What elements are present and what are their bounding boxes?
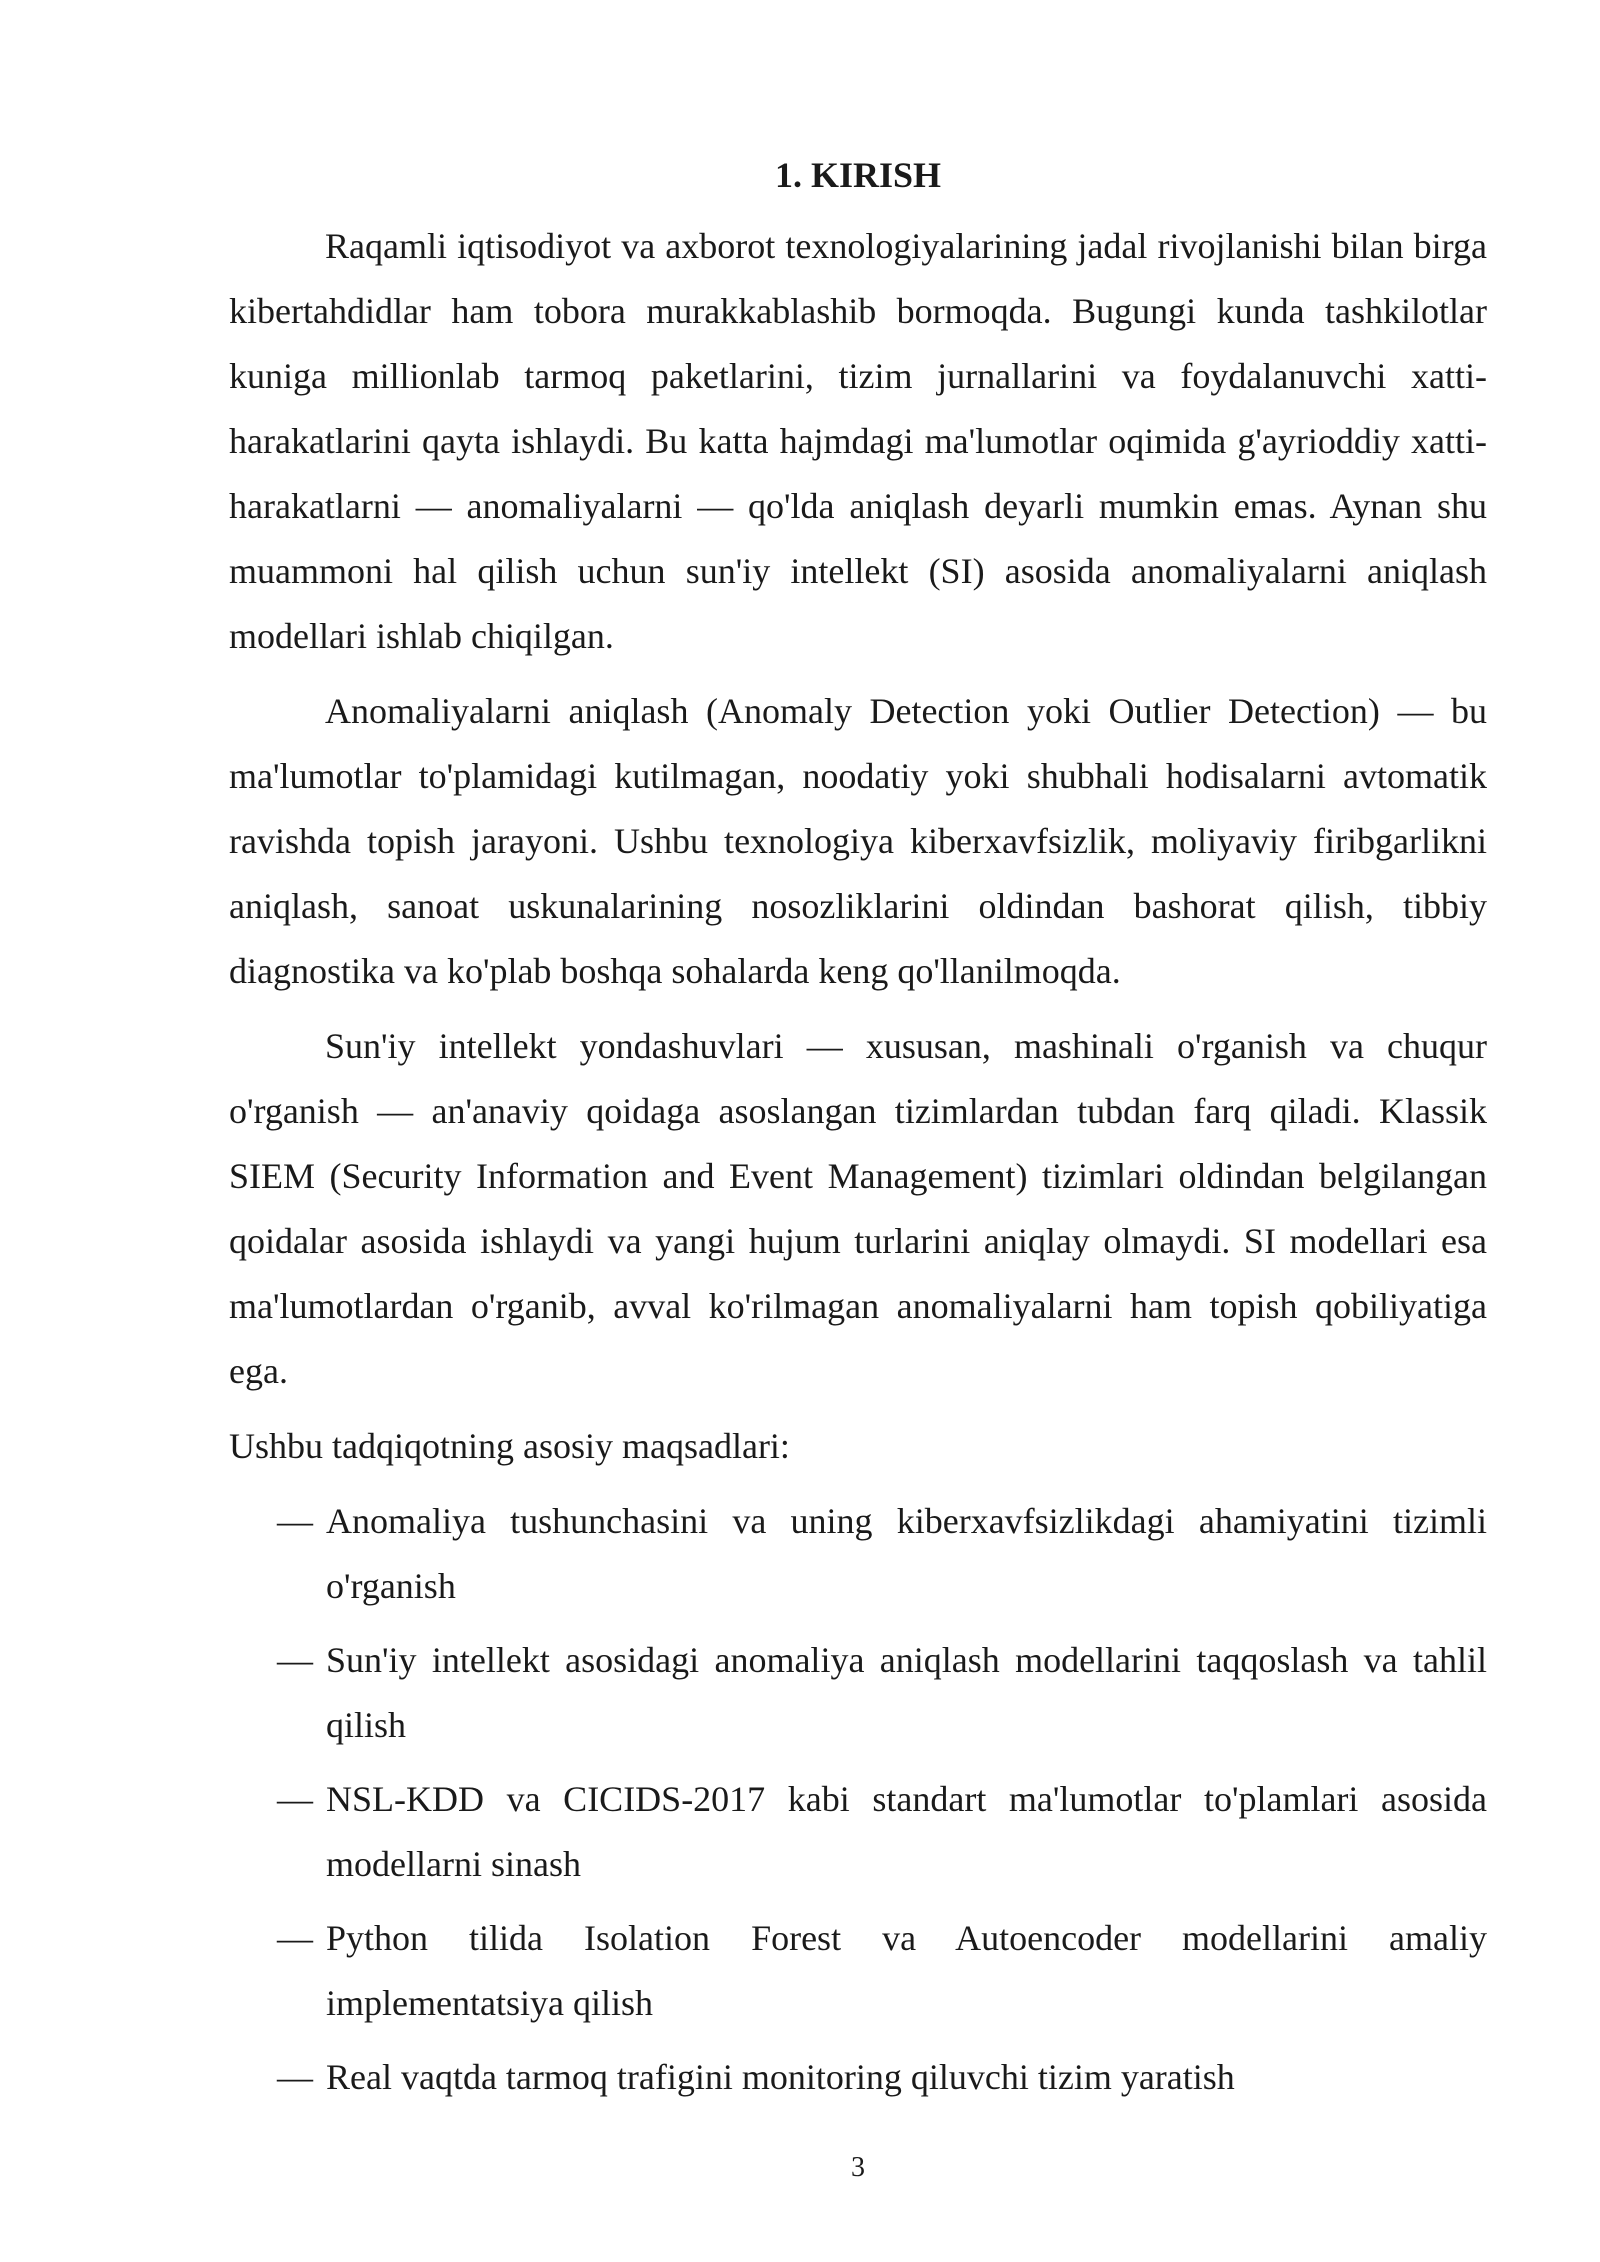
page-number: 3 [851,2152,865,2183]
goal-dash: — [277,1501,313,1541]
goal-text: Sun'iy intellekt asosidagi anomaliya aniqlash modellarini taqqoslash va tahlil qilish [326,1640,1487,1745]
goal-text: NSL-KDD va CICIDS-2017 kabi standart ma'lumotlar to'plamlari asosida modellarni sinash [326,1779,1487,1884]
goal-dash: — [277,1779,313,1819]
goal-item [229,1906,1487,2036]
section-heading: 1. KIRISH [774,155,942,195]
goals-intro: Ushbu tadqiqotning asosiy maqsadlari: [229,1426,790,1466]
document-page [229,148,1487,2208]
goal-text: Anomaliya tushunchasini va uning kiberxavfsizlikdagi ahamiyatini tizimli o'rganish [326,1501,1487,1606]
goal-dash: — [277,1918,313,1958]
goal-item [229,2045,1487,2110]
goal-dash: — [277,2057,313,2097]
goal-text: Python tilida Isolation Forest va Autoencoder modellarini amaliy implementatsiya qilish [326,1918,1487,2023]
goal-text: Real vaqtda tarmoq trafigini monitoring qiluvchi tizim yaratish [326,2057,1235,2097]
paragraph-ai-approaches: Sun'iy intellekt yondashuvlari — xususan, mashinali o'rganish va chuqur o'rganish — an'anaviy qoidaga asoslangan tizimlardan tubdan farq qiladi. Klassik SIEM (Security Information and Event Management) tizimlari oldindan belgilangan qoidalar asosida ishlaydi va yangi hujum turlarini aniqlay olmaydi. SI modellari esa ma'lumotlardan o'rganib, avval ko'rilmagan anomaliyalarni ham topish qobiliyatiga ega. [229,1026,1487,1391]
goal-item [229,1628,1487,1758]
paragraph-intro: Raqamli iqtisodiyot va axborot texnologiyalarining jadal rivojlanishi bilan birga kibertahdidlar ham tobora murakkablashib bormoqda. Bugungi kunda tashkilotlar kuniga millionlab tarmoq paketlarini, tizim jurnallarini va foydalanuvchi xatti-harakatlarini qayta ishlaydi. Bu katta hajmdagi ma'lumotlar oqimida g'ayrioddiy xatti-harakatlarni — anomaliyalarni — qo'lda aniqlash deyarli mumkin emas. Aynan shu muammoni hal qilish uchun sun'iy intellekt (SI) asosida anomaliyalarni aniqlash modellari ishlab chiqilgan. [229,226,1487,656]
goals-list [229,1489,1487,2110]
goal-item [229,1767,1487,1897]
goal-dash: — [277,1640,313,1680]
paragraph-anomaly-detection: Anomaliyalarni aniqlash (Anomaly Detection yoki Outlier Detection) — bu ma'lumotlar to'plamidagi kutilmagan, noodatiy yoki shubhali hodisalarni avtomatik ravishda topish jarayoni. Ushbu texnologiya kiberxavfsizlik, moliyaviy firibgarlikni aniqlash, sanoat uskunalarining nosozliklarini oldindan bashorat qilish, tibbiy diagnostika va ko'plab boshqa sohalarda keng qo'llanilmoqda. [229,691,1487,991]
goal-item [229,1489,1487,1619]
